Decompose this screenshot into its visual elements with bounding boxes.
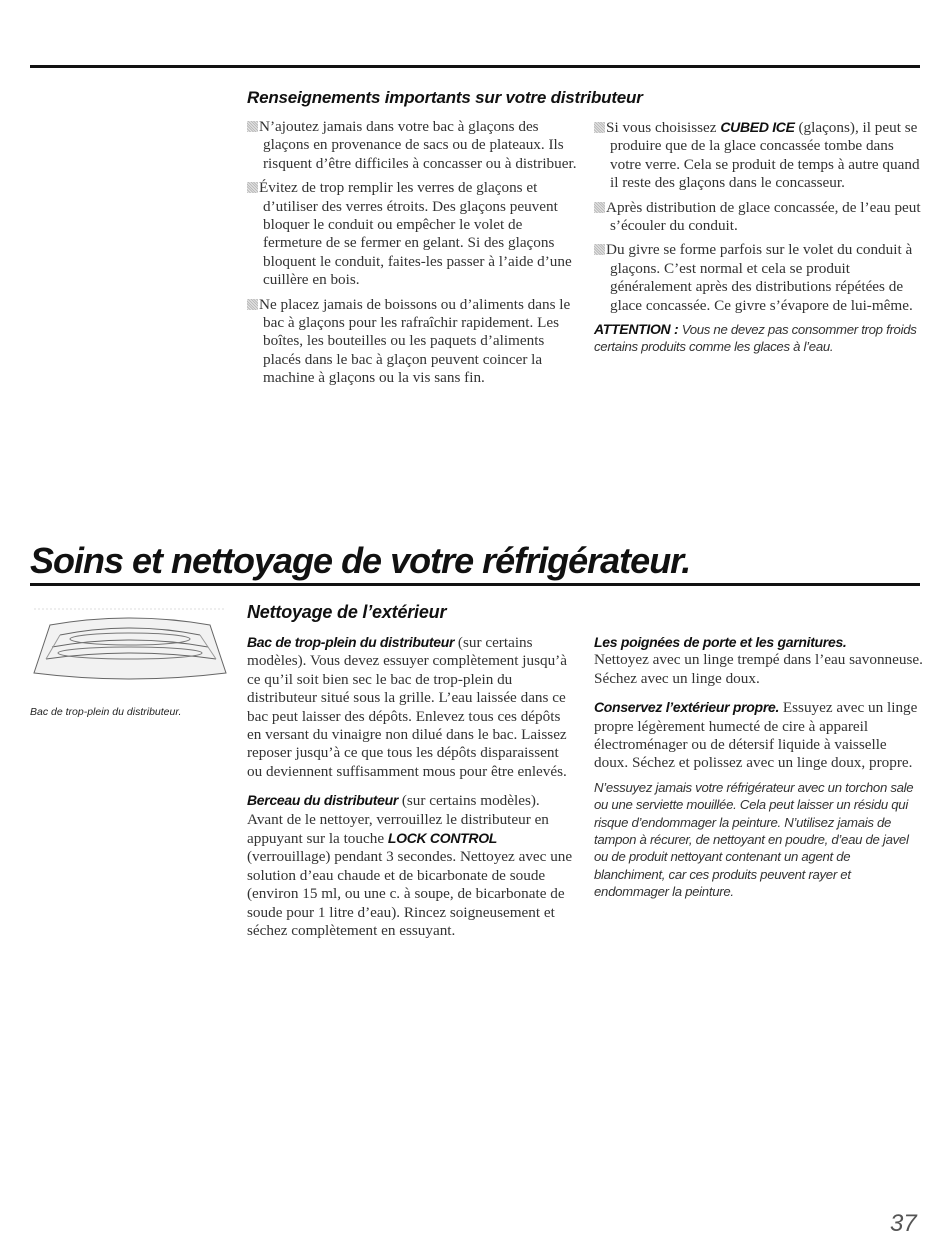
illustration-caption: Bac de trop-plein du distributeur. — [30, 706, 182, 718]
cradle-label: Berceau du distributeur — [247, 792, 399, 809]
exterior-right-column — [594, 633, 924, 907]
handles-paragraph: Les poignées de porte et les garnitures. Nettoyez avec un linge trempé dans l’eau savonneuse. Séchez avec un linge doux. — [594, 634, 923, 687]
list-item: Du givre se forme parfois sur le volet du conduit à glaçons. C’est normal et cela se produit généralement après des distributions répétées de glace concassée. Ce givre s’évapore de lui-même. — [594, 241, 924, 315]
section-heading-distributor: Renseignements importants sur votre distributeur — [247, 88, 643, 107]
drip-tray-label: Bac de trop-plein du distributeur — [247, 634, 455, 650]
top-rule — [30, 65, 920, 68]
distributor-right-column — [594, 118, 924, 362]
drip-tray-paragraph: Bac de trop-plein du distributeur (sur certains modèles). Vous devez essuyer complètement jusqu’à ce qu’il soit bien sec le bac de trop-plein du distributeur situé sous la grille. L’eau laissée dans ce bac peut laisser des dépôts. Enlevez tous ces dépôts en versant du vinaigre non dilué dans le bac. Laissez reposer jusqu’à ce que tous les dépôts disparaissent ou deviennent suffisamment mous pour être enlevés. — [247, 634, 567, 780]
drip-tray-icon — [30, 605, 230, 680]
list-item: Évitez de trop remplir les verres de glaçons et d’utiliser des verres étroits. Des glaçons peuvent bloquer le conduit ou empêcher le volet de fermeture de se fermer en gelant. Si des glaçons bloquent le conduit, faites-les passer à l’aide d’une cuillère en bois. — [247, 179, 577, 289]
lock-control-key: LOCK CONTROL — [387, 830, 498, 847]
bullet-icon — [594, 244, 605, 255]
cubed-ice-label: CUBED ICE — [720, 119, 795, 135]
page-title: Soins et nettoyage de votre réfrigérateur. — [30, 540, 691, 581]
page-number: 37 — [890, 1210, 917, 1237]
cradle-paragraph: Berceau du distributeur (sur certains modèles). Avant de le nettoyer, verrouillez le distributeur en appuyant sur la touche LOCK CONTROL (verrouillage) pendant 3 secondes. Nettoyez avec une solution d’eau chaude et de bicarbonate de soude (environ 15 ml, ou une c. à soupe, de bicarbonate de soude pour 1 litre d’eau). Rincez soigneusement et séchez complètement en essuyant. — [247, 792, 573, 940]
bullet-icon — [247, 299, 258, 310]
bullet-icon — [594, 202, 605, 213]
list-item: Ne placez jamais de boissons ou d’aliments dans le bac à glaçons pour les rafraîchir rapidement. Les boîtes, les bouteilles ou les paquets d’aliments placés dans le bac à glaçon peuvent coincer la machine à glaçons ou la vis sans fin. — [247, 296, 577, 388]
exterior-left-column — [247, 633, 577, 947]
distributor-left-column — [247, 118, 577, 394]
attention-note: ATTENTION : Vous ne devez pas consommer trop froids certains produits comme les glaces à l’eau. — [594, 321, 917, 355]
section-heading-exterior: Nettoyage de l’extérieur — [247, 602, 447, 622]
bullet-icon — [594, 122, 605, 133]
list-item: Si vous choisissez CUBED ICE (glaçons), il peut se produire que de la glace concassée tombe dans votre verre. Cela se produit de temps à autre quand il reste des glaçons dans le concasseur. — [594, 118, 924, 193]
keep-clean-paragraph: Conservez l’extérieur propre. Essuyez avec un linge propre légèrement humecté de cire à appareil électroménager ou de détersif liquide à vaisselle doux. Séchez et polissez avec un linge doux, propre. — [594, 699, 918, 772]
bullet-icon — [247, 182, 258, 193]
list-item: Après distribution de glace concassée, de l’eau peut s’écouler du conduit. — [594, 199, 924, 236]
drip-tray-illustration — [30, 605, 230, 680]
handles-label: Les poignées de porte et les garnitures. — [594, 634, 847, 650]
list-item: N’ajoutez jamais dans votre bac à glaçons des glaçons en provenance de sacs ou de plateaux. Ils risquent d’être difficiles à concasser ou à distribuer. — [247, 118, 577, 173]
attention-label: ATTENTION : — [594, 321, 679, 338]
cleaning-warning-note: N’essuyez jamais votre réfrigérateur avec un torchon sale ou une serviette mouillée. Cela peut laisser un résidu qui risque d’endommager la peinture. N’utilisez jamais de tampon à récurer, de nettoyant en poudre, d’eau de javel ou de produit nettoyant contenant un agent de blanchiment, car ces produits peuvent rayer et endommager la peinture. — [594, 779, 914, 900]
title-rule — [30, 583, 920, 586]
keep-clean-label: Conservez l’extérieur propre. — [594, 699, 780, 716]
bullet-icon — [247, 121, 258, 132]
